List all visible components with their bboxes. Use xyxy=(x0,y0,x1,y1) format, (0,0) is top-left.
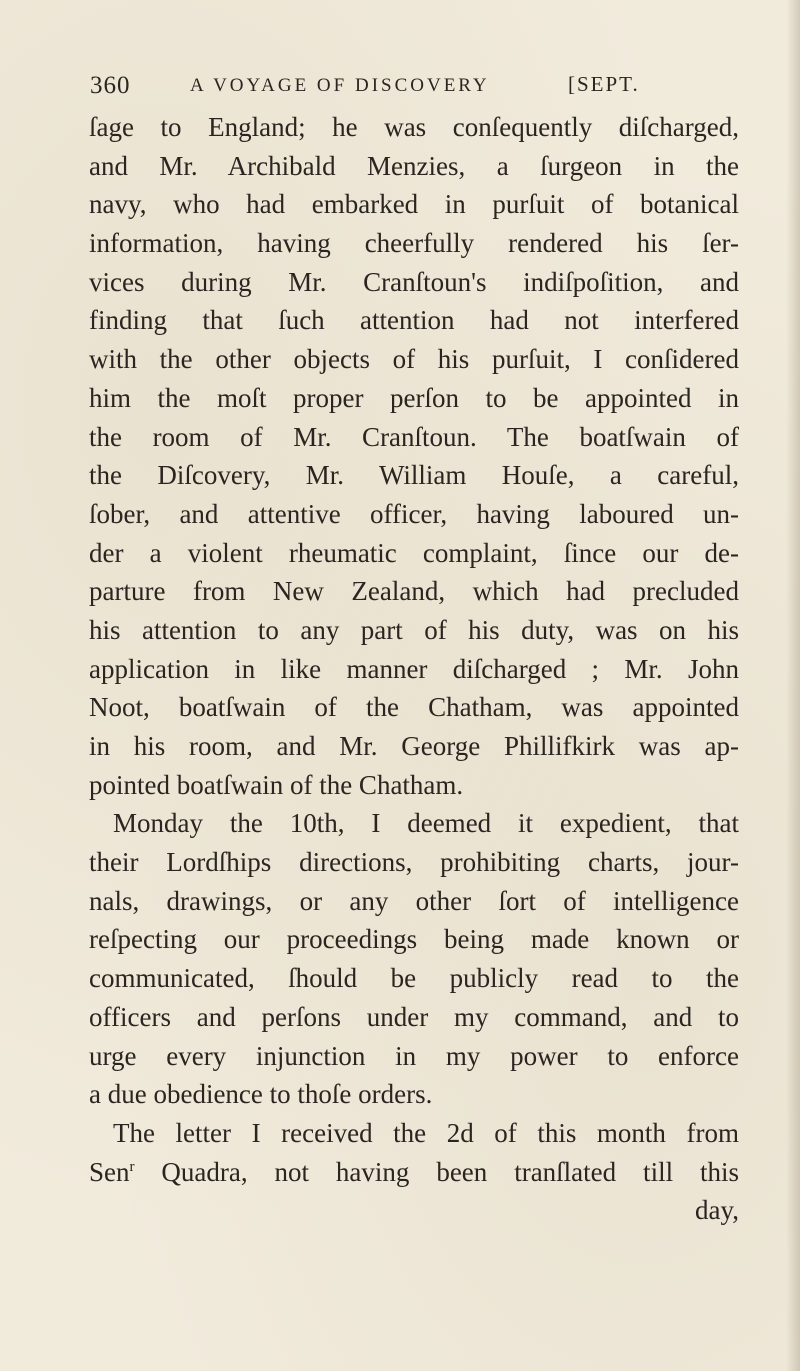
text-line: in his room, and Mr. George Phillifkirk was ap- xyxy=(89,731,739,761)
text-line: the Diſcovery, Mr. William Houſe, a careful, xyxy=(89,460,739,491)
text-line: vices during Mr. Cranſtoun's indiſpoſition, and xyxy=(89,266,739,297)
text-line: and Mr. Archibald Menzies, a ſurgeon in the xyxy=(89,150,739,181)
text-line: urge every injunction in my power to enforce xyxy=(89,1040,739,1071)
running-header xyxy=(90,72,740,102)
text-line: nals, drawings, or any other ſort of intelligence xyxy=(89,885,739,916)
header-month: [SEPT. xyxy=(568,72,640,96)
text-line: ſober, and attentive officer, having laboured un- xyxy=(89,498,739,529)
text-line: Monday the 10th, I deemed it expedient, that xyxy=(113,808,739,839)
text-line: information, having cheerfully rendered his ſer- xyxy=(89,228,739,259)
text-line: parture from New Zealand, which had precluded xyxy=(89,576,739,607)
text-line xyxy=(89,1153,739,1192)
text-line: his attention to any part of his duty, was on his xyxy=(89,614,739,645)
text-line: ſage to England; he was conſequently diſcharged, xyxy=(89,112,739,142)
text-line: der a violent rheumatic complaint, ſince our de- xyxy=(89,537,739,568)
line-rest: Quadra, not having been tranſlated till this xyxy=(134,1156,739,1187)
title-superscript: r xyxy=(129,1158,135,1175)
text-line: navy, who had embarked in purſuit of botanical xyxy=(89,189,739,220)
text-line: Noot, boatſwain of the Chatham, was appointed xyxy=(89,692,739,723)
title-prefix: Sen xyxy=(89,1156,130,1187)
text-line: the room of Mr. Cranſtoun. The boatſwain of xyxy=(89,421,739,452)
catchword: day, xyxy=(695,1195,739,1226)
text-line: their Lordſhips directions, prohibiting charts, jour- xyxy=(89,847,739,878)
text-line: reſpecting our proceedings being made known or xyxy=(89,924,739,955)
text-line: pointed boatſwain of the Chatham. xyxy=(89,769,464,800)
text-line: him the moſt proper perſon to be appointed in xyxy=(89,382,739,413)
page-number: 360 xyxy=(90,72,131,99)
text-line: officers and perſons under my command, and to xyxy=(89,1001,739,1032)
text-line: with the other objects of his purſuit, I conſidered xyxy=(89,344,739,375)
page-edge-shadow xyxy=(786,0,800,1371)
text-line: a due obedience to thoſe orders. xyxy=(89,1079,433,1110)
text-line: application in like manner diſcharged ; Mr. John xyxy=(89,653,739,684)
running-title: A VOYAGE OF DISCOVERY xyxy=(190,75,490,96)
text-line: finding that ſuch attention had not interfered xyxy=(89,305,739,336)
body-text xyxy=(89,108,739,1230)
text-line: communicated, ſhould be publicly read to the xyxy=(89,963,739,994)
text-line: The letter I received the 2d of this month from xyxy=(113,1117,739,1148)
